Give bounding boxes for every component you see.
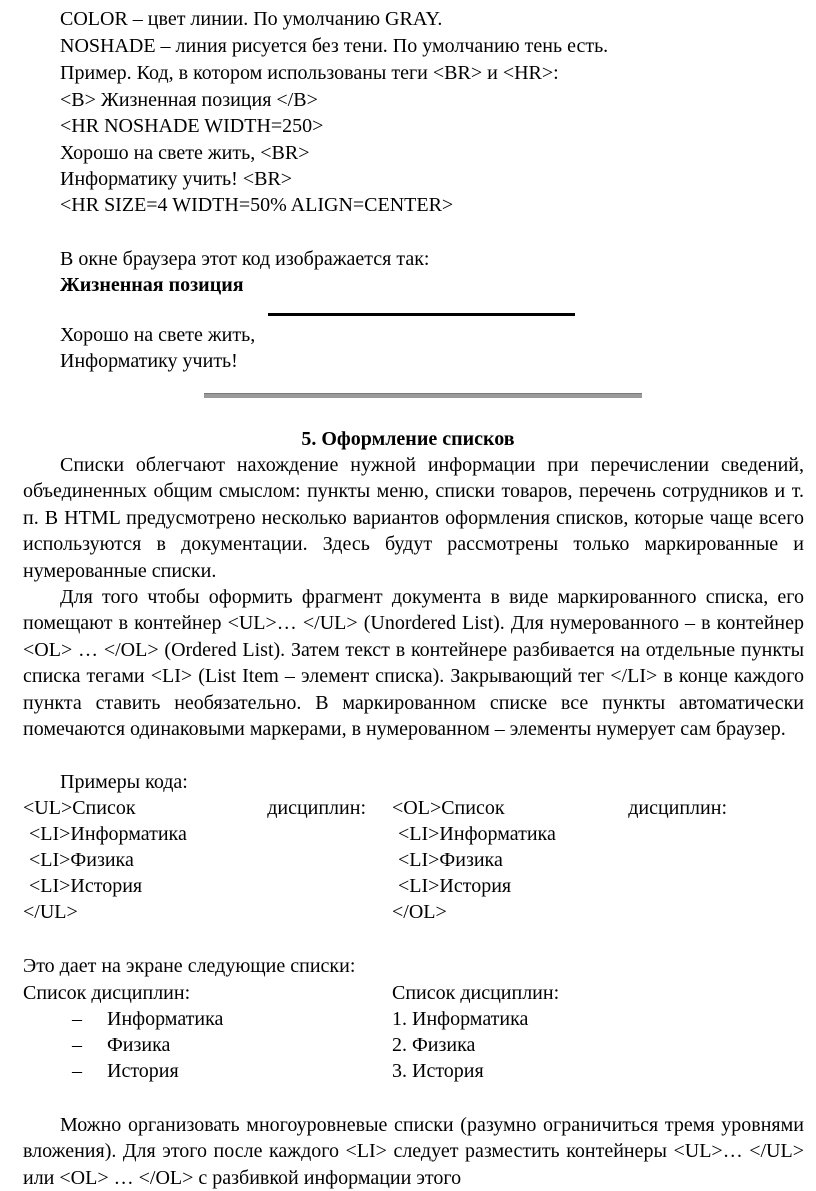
ol-render-item: 3. История (392, 1060, 484, 1082)
paragraph-text: Списки облегчают нахождение нужной информации при перечислении сведений, объединенных общим смыслом: пункты меню, списки товаров, перечень сотрудников и т. п. В HTML предусмотрено несколько вариантов оформления списков, которые чаще всего используются в документации. Здесь будут рассмотрены только маркированные и нумерованные списки. (23, 454, 804, 582)
paragraph-multilevel (23, 1112, 804, 1191)
text-line: COLOR – цвет линии. По умолчанию GRAY. (60, 8, 443, 30)
render-line: Информатику учить! (60, 350, 238, 372)
ol-code-item: <LI>История (398, 875, 512, 897)
ul-marker: – (72, 1060, 82, 1082)
code-line: <HR NOSHADE WIDTH=250> (60, 115, 324, 137)
ul-code-item: <LI>Информатика (29, 823, 187, 845)
horizontal-rule-noshade (268, 313, 575, 316)
paragraph-text: Можно организовать многоуровневые списки (разумно ограничиться тремя уровнями вложения). Для этого после каждого <LI> следует разместить контейнеры <UL>… </UL> или <OL> … </OL> с разбивкой информации этого (23, 1114, 804, 1189)
ul-render-item: Физика (107, 1034, 171, 1056)
ol-code-item: <LI>Физика (398, 849, 503, 871)
ul-marker: – (72, 1034, 82, 1056)
code-line: Информатику учить! <BR> (60, 168, 293, 190)
ul-render-item: История (107, 1060, 179, 1082)
paragraph-containers (23, 584, 804, 742)
horizontal-rule-shaded (204, 393, 642, 398)
paragraph-lists-intro (23, 452, 804, 584)
ol-code-head (392, 795, 727, 821)
code-text: <UL>Список (23, 797, 136, 819)
code-text: дисциплин: (267, 797, 366, 819)
screen-intro: Это дает на экране следующие списки: (23, 955, 356, 977)
ul-code-item: <LI>История (29, 875, 143, 897)
ul-code-close: </UL> (23, 901, 78, 923)
render-line: Хорошо на свете жить, (60, 324, 256, 346)
code-text: дисциплин: (628, 797, 727, 819)
ol-render-item: 2. Физика (392, 1034, 476, 1056)
render-bold-text: Жизненная позиция (60, 274, 244, 296)
code-text: <OL>Список (392, 797, 505, 819)
ol-render-title: Список дисциплин: (392, 982, 560, 1004)
code-examples-label: Примеры кода: (60, 771, 188, 793)
ol-render-item: 1. Информатика (392, 1008, 529, 1030)
ol-code-item: <LI>Информатика (398, 823, 556, 845)
ul-render-title: Список дисциплин: (23, 982, 191, 1004)
section-title: 5. Оформление списков (301, 428, 515, 450)
browser-intro: В окне браузера этот код изображается так: (60, 248, 430, 270)
text-line: Пример. Код, в котором использованы теги <BR> и <HR>: (60, 62, 559, 84)
ol-code-close: </OL> (392, 901, 447, 923)
ul-marker: – (72, 1008, 82, 1030)
paragraph-text: Для того чтобы оформить фрагмент документа в виде маркированного списка, его помещают в контейнер <UL>… </UL> (Unordered List). Для нумерованного – в контейнер <OL> … </OL> (Ordered List). Затем текст в контейнере разбивается на отдельные пункты списка тегами <LI> (List Item – элемент списка). Закрывающий тег </LI> в конце каждого пункта ставить необязательно. В маркированном списке все пункты автоматически помечаются одинаковыми маркерами, в нумерованном – элементы нумерует сам браузер. (23, 586, 804, 741)
ul-code-head (23, 795, 366, 821)
ul-code-item: <LI>Физика (29, 849, 134, 871)
text-line: NOSHADE – линия рисуется без тени. По умолчанию тень есть. (60, 35, 609, 57)
code-line: <HR SIZE=4 WIDTH=50% ALIGN=CENTER> (60, 194, 454, 216)
code-line: <B> Жизненная позиция </B> (60, 89, 318, 111)
ul-render-item: Информатика (107, 1008, 224, 1030)
code-line: Хорошо на свете жить, <BR> (60, 142, 310, 164)
